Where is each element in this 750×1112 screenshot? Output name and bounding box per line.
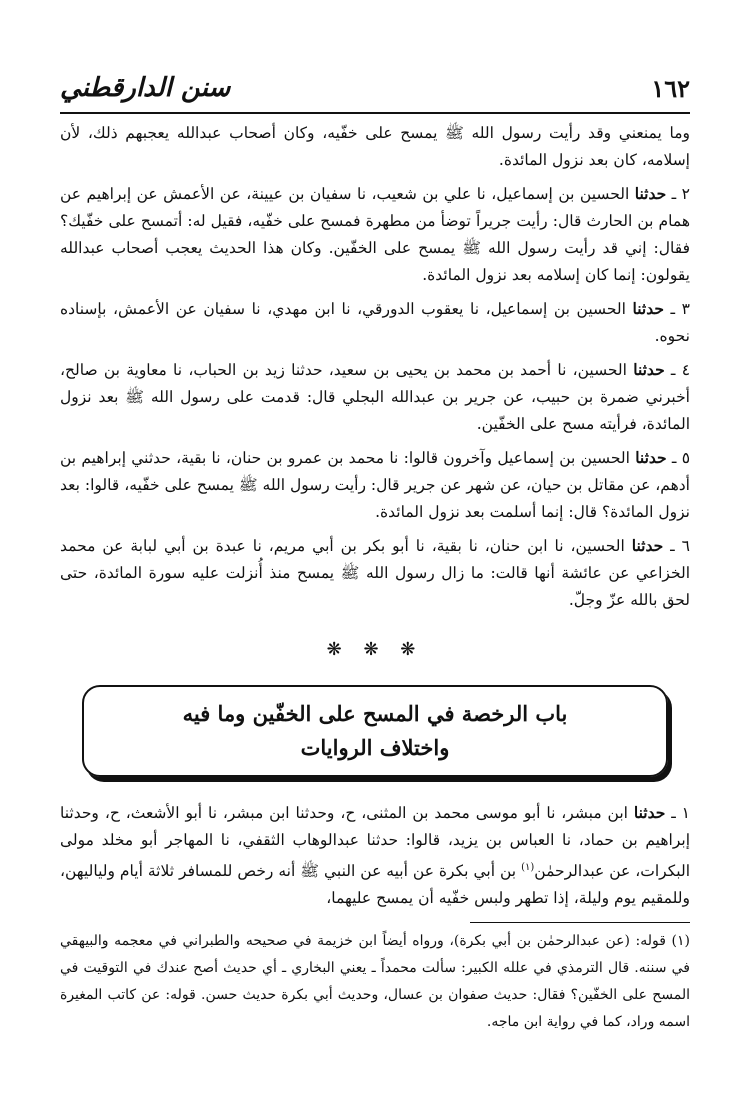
footnotes xyxy=(60,928,690,1036)
hadith-keyword: حدثنا xyxy=(634,184,667,203)
paragraph-text: الحسين بن إسماعيل، نا علي بن شعيب، نا سفيان بن عيينة، عن الأعمش عن إبراهيم عن همام بن الحارث قال: رأيت جريراً توضأ من مطهرة فمسح على خفّيه، فقيل له: أتمسح على خفّيك؟ فقال: إني قد رأيت رسول الله ﷺ يمسح على الخفّين. وكان هذا الحديث يعجب أصحاب عبدالله يقولون: إنما كان إسلامه بعد نزول المائدة. xyxy=(60,185,690,284)
footnote-number: (١) xyxy=(671,933,690,949)
hadith-keyword: حدثنا xyxy=(632,299,664,318)
hadith-number: ٦ ـ xyxy=(670,537,690,555)
paragraph-6 xyxy=(60,532,690,614)
paragraph-1 xyxy=(60,120,690,174)
paragraph-4 xyxy=(60,356,690,438)
paragraph-2 xyxy=(60,180,690,289)
chapter-title-line-2: واختلاف الروايات xyxy=(300,735,450,760)
footnote-text: قوله: (عن عبدالرحمٰن بن أبي بكرة)، ورواه أيضاً ابن خزيمة في صحيحه والطبراني في معجمه والبيهقي في سننه. قال الترمذي في علله الكبير: سألت محمداً ـ يعني البخاري ـ أي حديث أصح عندك في التوقيت في المسح على الخفّين؟ فقال: حديث صفوان بن عسال، وحديث أبي بكرة حديث حسن. قوله: عن كاتب المغيرة اسمه وراد، كما في رواية ابن ماجه. xyxy=(60,933,690,1030)
page-number: ١٦٢ xyxy=(651,73,690,103)
footnote-rule xyxy=(470,922,690,923)
header-rule xyxy=(60,112,690,114)
paragraph-text: الحسين بن إسماعيل وآخرون قالوا: نا محمد بن عمرو بن حنان، نا بقية، حدثني إبراهيم بن أدهم، عن مقاتل بن حيان، عن شهر عن جرير قال: رأيت رسول الله ﷺ يمسح على خفّيه، قالوا: بعد نزول المائدة؟ قال: إنما أسلمت بعد نزول المائدة. xyxy=(60,449,690,521)
paragraph-text: الحسين، نا ابن حنان، نا بقية، نا أبو بكر بن أبي مريم، نا عبدة بن أبي لبابة عن محمد الخزاعي عن عائشة أنها قالت: ما زال رسول الله ﷺ يمسح منذ أُنزلت عليه سورة المائدة، حتى لحق بالله عزّ وجلّ. xyxy=(60,537,690,609)
section-ornament: ❋ ❋ ❋ xyxy=(326,639,424,660)
paragraph-3 xyxy=(60,295,690,350)
main-text xyxy=(60,120,690,918)
hadith-number: ٣ ـ xyxy=(670,300,690,318)
footnote-1 xyxy=(60,928,690,1036)
footnote-reference: (١) xyxy=(521,862,535,873)
paragraph-text: ابن مبشر، نا أبو موسى محمد بن المثنى، ح، وحدثنا ابن مبشر، نا أبو الأشعث، ح، وحدثنا إبراهيم بن حماد، نا العباس بن يزيد، قالوا: حدثنا عبدالوهاب الثقفي، نا المهاجر أبو مخلد مولى البكرات، عن عبدالرحمٰن xyxy=(60,804,690,881)
hadith-number: ٤ ـ xyxy=(670,361,691,379)
chapter-heading-box xyxy=(82,685,668,777)
hadith-number: ٢ ـ xyxy=(671,185,690,203)
paragraph-text: الحسين بن إسماعيل، نا يعقوب الدورقي، نا ابن مهدي، نا سفيان عن الأعمش، بإسناده نحوه. xyxy=(60,300,690,345)
paragraph-text: بن أبي بكرة عن أبيه عن النبي ﷺ أنه رخص للمسافر ثلاثة أيام ولياليهن، وللمقيم يوم وليلة، إذا تطهر ولبس خفّيه أن يمسح عليهما، xyxy=(60,862,690,908)
paragraph-text: الحسين، نا أحمد بن محمد بن يحيى بن سعيد، حدثنا زيد بن الحباب، نا معاوية بن صالح، أخبرني ضمرة بن حبيب، عن جرير بن عبدالله البجلي قال: قدمت على رسول الله ﷺ بعد نزول المائدة، فرأيته مسح على الخفّين. xyxy=(60,361,690,433)
hadith-keyword: حدثنا xyxy=(635,448,667,467)
hadith-number: ١ ـ xyxy=(671,804,690,822)
hadith-keyword: حدثنا xyxy=(633,360,665,379)
running-title: سنن الدارقطني xyxy=(60,73,231,103)
page-header xyxy=(60,68,690,108)
chapter-title-line-1: باب الرخصة في المسح على الخفّين وما فيه xyxy=(182,701,568,726)
hadith-number: ٥ ـ xyxy=(671,449,691,467)
paragraph-5 xyxy=(60,444,690,526)
paragraph-7 xyxy=(60,799,690,912)
paragraph-text: وما يمنعني وقد رأيت رسول الله ﷺ يمسح على خفّيه، وكان أصحاب عبدالله يعجبهم ذلك، لأن إسلامه، كان بعد نزول المائدة. xyxy=(60,124,690,169)
hadith-keyword: حدثنا xyxy=(633,803,666,822)
hadith-keyword: حدثنا xyxy=(631,536,664,555)
